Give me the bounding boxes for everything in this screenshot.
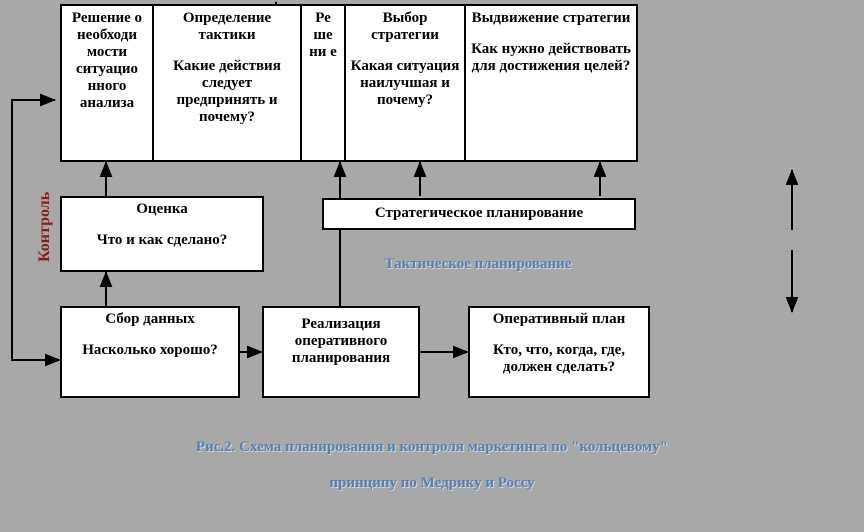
box-title: Оценка xyxy=(136,201,188,217)
box-subtitle: Насколько хорошо? xyxy=(82,341,218,358)
label-tactical-planning: Тактическое планирование xyxy=(384,256,572,272)
box-define-tactics[interactable] xyxy=(154,6,302,160)
box-title: Стратегическое планирование xyxy=(374,205,584,221)
box-title: Реализация оперативного планирования xyxy=(291,316,391,366)
spacer xyxy=(474,328,644,342)
spacer xyxy=(157,44,297,58)
spacer xyxy=(66,218,258,232)
box-decision[interactable] xyxy=(302,6,346,160)
top-row-group xyxy=(60,4,638,162)
box-title: Оперативный план xyxy=(492,311,626,327)
spacer xyxy=(66,328,234,342)
box-title: Сбор данных xyxy=(105,311,195,327)
box-title: Решение о необходи мости ситуацио нного анализа xyxy=(71,10,143,111)
box-decision-situational-analysis[interactable] xyxy=(62,6,154,160)
box-data-collection[interactable] xyxy=(60,306,240,398)
spacer xyxy=(469,27,633,41)
box-subtitle: Как нужно действовать для достижения целей? xyxy=(471,40,631,74)
spacer xyxy=(349,44,461,58)
label-control: Контроль xyxy=(36,191,53,262)
box-title: Выбор стратегии xyxy=(371,10,439,43)
box-evaluation[interactable] xyxy=(60,196,264,272)
box-strategy-proposal[interactable] xyxy=(466,6,636,160)
box-title: Определение тактики xyxy=(182,10,272,43)
caption-line-1: Рис.2. Схема планирования и контроля маркетинга по "кольцевому" xyxy=(195,439,669,455)
box-subtitle: Кто, что, когда, где, должен сделать? xyxy=(493,341,625,375)
box-strategy-choice[interactable] xyxy=(346,6,466,160)
box-subtitle: Что и как сделано? xyxy=(96,231,228,248)
box-operational-plan[interactable] xyxy=(468,306,650,398)
box-title: Выдвижение стратегии xyxy=(471,10,631,26)
box-title: Ре ше ни е xyxy=(309,10,337,60)
caption-line-2: принципу по Медрику и Россу xyxy=(329,475,535,491)
box-operational-implementation[interactable] xyxy=(262,306,420,398)
box-subtitle: Какая ситуация наилучшая и почему? xyxy=(350,57,460,108)
box-strategic-planning[interactable] xyxy=(322,198,636,230)
box-subtitle: Какие действия следует предпринять и почему? xyxy=(173,57,281,125)
